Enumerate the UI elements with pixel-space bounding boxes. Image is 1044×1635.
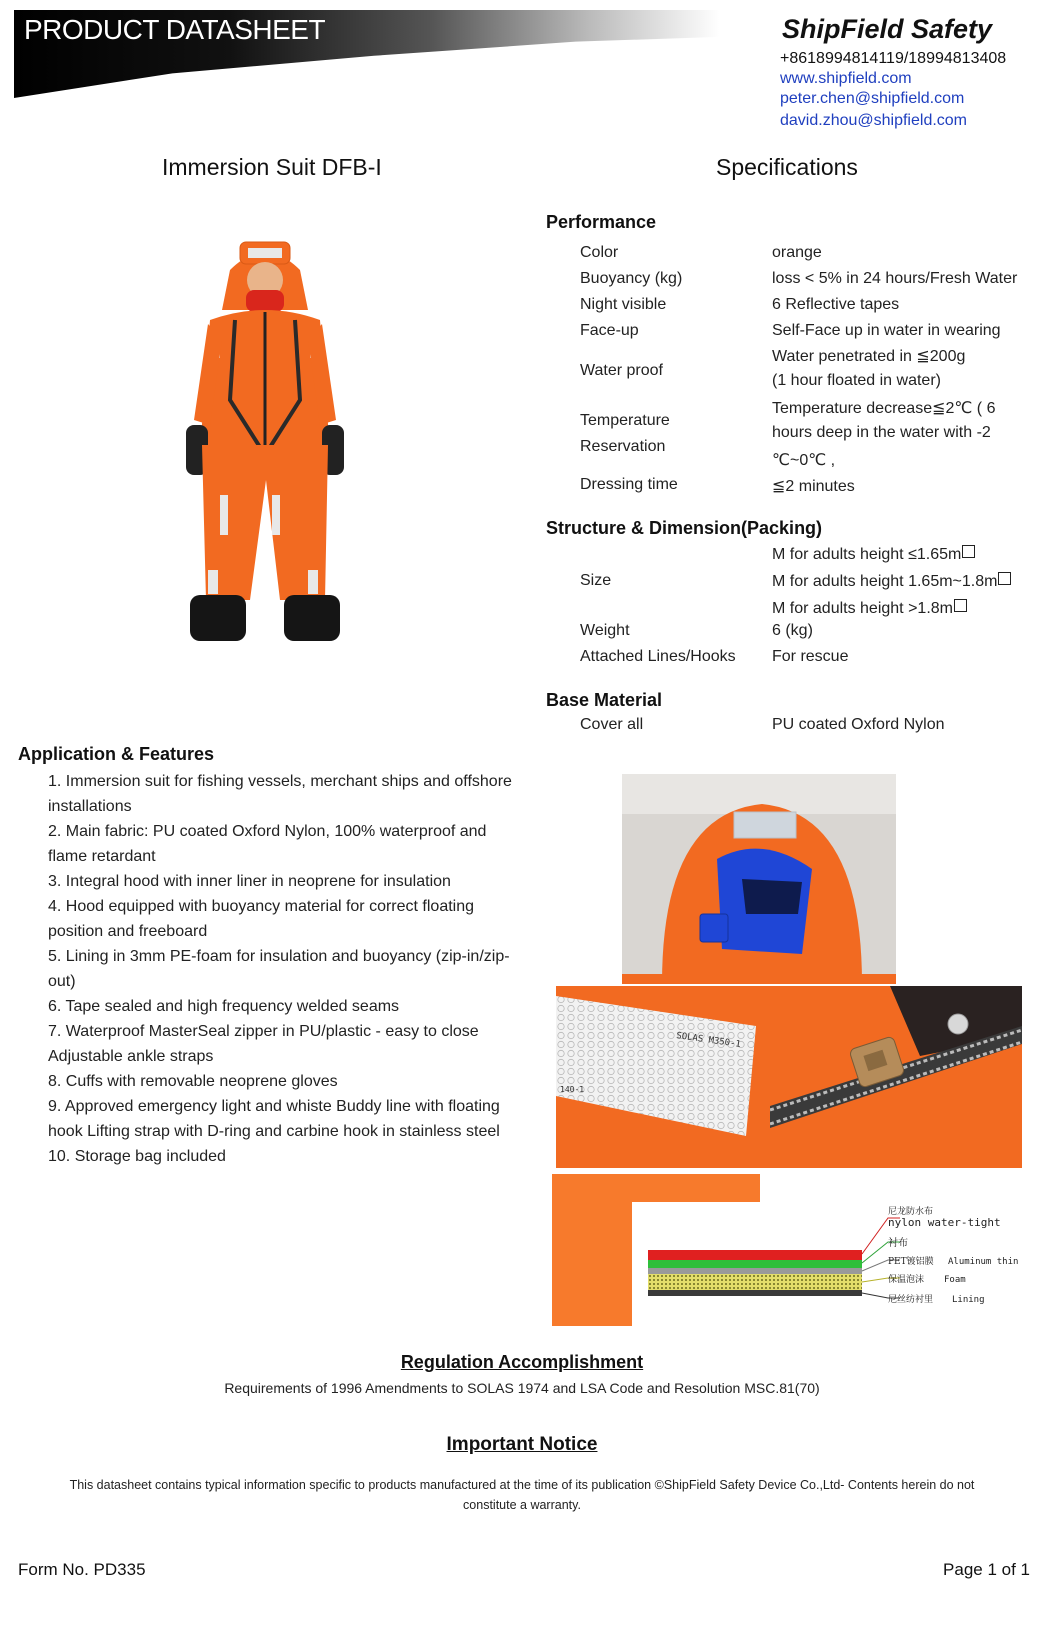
features-list xyxy=(18,769,548,1169)
feature-line: 2. Main fabric: PU coated Oxford Nylon, 100% waterproof and xyxy=(48,823,487,840)
brand-name: ShipField Safety xyxy=(782,14,993,44)
layer-label-cn: 保温泡沫 xyxy=(888,1275,925,1285)
water-proof-label: Water proof xyxy=(580,362,663,379)
fabric-layer-diagram xyxy=(632,1202,1028,1328)
zipper-detail-photo xyxy=(770,986,1022,1168)
water-proof-value-line2: (1 hour floated in water) xyxy=(772,372,941,389)
layer-label-cn: PET镀铝膜 xyxy=(888,1257,934,1267)
temperature-label-line1: Temperature xyxy=(580,412,670,429)
size-value-line1: M for adults height ≤1.65m xyxy=(772,545,975,564)
phone-number: +8618994814119/18994813408 xyxy=(780,50,1007,67)
feature-line: 10. Storage bag included xyxy=(48,1148,226,1165)
feature-line: 1. Immersion suit for fishing vessels, merchant ships and offshore xyxy=(48,773,512,790)
base-material-title: Base Material xyxy=(546,690,663,710)
feature-line: 9. Approved emergency light and whiste Buddy line with floating xyxy=(48,1098,500,1115)
feature-line: Adjustable ankle straps xyxy=(48,1048,214,1065)
feature-line: hook Lifting strap with D-ring and carbine hook in stainless steel xyxy=(48,1123,500,1140)
checkbox-icon[interactable] xyxy=(998,572,1011,585)
dressing-time-value: ≦2 minutes xyxy=(772,478,855,495)
layer-label-en: nylon water-tight xyxy=(888,1216,1001,1229)
color-label: Color xyxy=(580,244,619,261)
night-visible-label: Night visible xyxy=(580,296,667,313)
temperature-value-line3: ℃~0℃ , xyxy=(772,452,836,469)
weight-label: Weight xyxy=(580,622,630,639)
layer-label-en: Aluminum thin xyxy=(948,1257,1019,1267)
tape-marking: SOLAS M350-1 xyxy=(675,1031,742,1051)
face-up-label: Face-up xyxy=(580,322,639,339)
weight-value: 6 (kg) xyxy=(772,622,813,639)
feature-line: 4. Hood equipped with buoyancy material for correct floating xyxy=(48,898,475,915)
feature-line: 6. Tape sealed and high frequency welded seams xyxy=(48,998,400,1015)
water-proof-value-line1: Water penetrated in ≦200g xyxy=(772,348,966,365)
night-visible-value: 6 Reflective tapes xyxy=(772,296,900,313)
color-value: orange xyxy=(772,244,822,261)
size-value-line3: M for adults height >1.8m xyxy=(772,599,967,618)
product-title: Immersion Suit DFB-I xyxy=(162,154,382,180)
reflective-tape-photo xyxy=(556,986,770,1168)
feature-line: out) xyxy=(48,973,76,990)
website-link[interactable]: www.shipfield.com xyxy=(780,70,912,87)
specifications-title: Specifications xyxy=(716,154,858,180)
layer-label-cn: 尼龙防水布 xyxy=(888,1207,934,1217)
form-number: Form No. PD335 xyxy=(18,1560,146,1579)
performance-title: Performance xyxy=(546,212,657,232)
size-value-line2: M for adults height 1.65m~1.8m xyxy=(772,572,1011,591)
feature-line: 3. Integral hood with inner liner in neoprene for insulation xyxy=(48,873,451,890)
dressing-time-label: Dressing time xyxy=(580,476,678,493)
attached-lines-label: Attached Lines/Hooks xyxy=(580,648,736,665)
layer-label-en: Lining xyxy=(952,1295,985,1305)
feature-line: flame retardant xyxy=(48,848,156,865)
layer-label-en: Foam xyxy=(944,1275,966,1285)
feature-line: position and freeboard xyxy=(48,923,208,940)
structure-title: Structure & Dimension(Packing) xyxy=(546,518,823,538)
face-up-value: Self-Face up in water in wearing xyxy=(772,322,1001,339)
email-link-david[interactable]: david.zhou@shipfield.com xyxy=(780,112,968,129)
hood-detail-photo xyxy=(622,774,896,984)
temperature-value-line1: Temperature decrease≦2℃ ( 6 xyxy=(772,400,996,417)
regulation-text: Requirements of 1996 Amendments to SOLAS 1974 and LSA Code and Resolution MSC.81(70) xyxy=(224,1380,820,1396)
checkbox-icon[interactable] xyxy=(962,545,975,558)
tape-marking-2: 140-1 xyxy=(560,1085,585,1094)
notice-title: Important Notice xyxy=(446,1434,598,1455)
regulation-title: Regulation Accomplishment xyxy=(400,1352,644,1372)
checkbox-icon[interactable] xyxy=(954,599,967,612)
email-link-peter[interactable]: peter.chen@shipfield.com xyxy=(780,90,965,107)
page-number: Page 1 of 1 xyxy=(943,1560,1030,1579)
product-photo-suit xyxy=(180,240,350,660)
buoyancy-value: loss < 5% in 24 hours/Fresh Water xyxy=(772,270,1018,287)
buoyancy-label: Buoyancy (kg) xyxy=(580,270,683,287)
notice-text: This datasheet contains typical information specific to products manufactured at the time of its publication ©ShipField Safety Device Co.,Ltd- Contents herein do not constitute a warranty. xyxy=(69,1478,975,1512)
layer-label-cn: 衬布 xyxy=(888,1238,908,1249)
cover-all-value: PU coated Oxford Nylon xyxy=(772,716,945,733)
attached-lines-value: For rescue xyxy=(772,648,849,665)
features-section xyxy=(18,744,548,1169)
layer-label-cn: 尼丝纺衬里 xyxy=(888,1295,934,1305)
features-title: Application & Features xyxy=(18,744,215,764)
feature-line: installations xyxy=(48,798,132,815)
temperature-value-line2: hours deep in the water with -2 xyxy=(772,424,991,441)
feature-line: 8. Cuffs with removable neoprene gloves xyxy=(48,1073,338,1090)
size-label: Size xyxy=(580,572,612,589)
banner-title: PRODUCT DATASHEET xyxy=(24,14,326,45)
temperature-label-line2: Reservation xyxy=(580,438,666,455)
cover-all-label: Cover all xyxy=(580,716,644,733)
feature-line: 7. Waterproof MasterSeal zipper in PU/plastic - easy to close xyxy=(48,1023,479,1040)
feature-line: 5. Lining in 3mm PE-foam for insulation and buoyancy (zip-in/zip- xyxy=(48,948,510,965)
